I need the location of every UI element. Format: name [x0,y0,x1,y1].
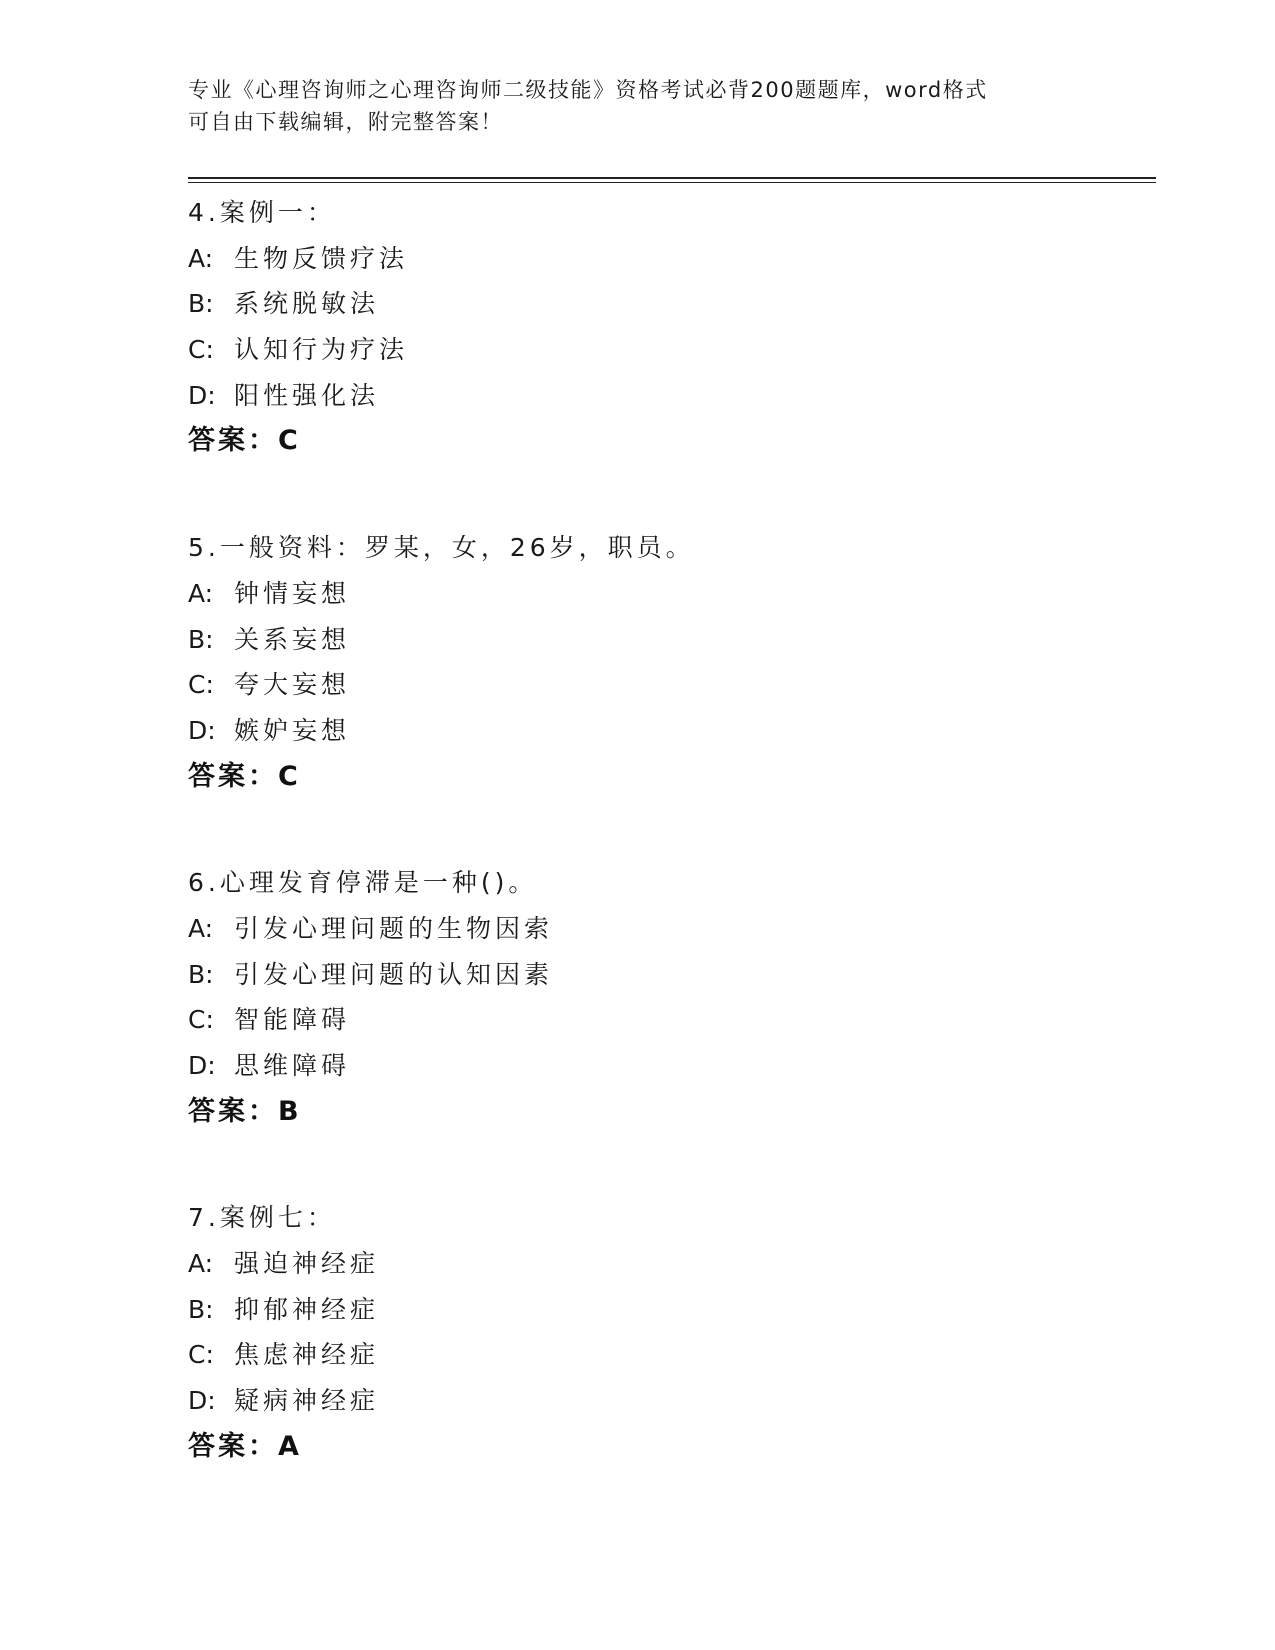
option-text: 抑郁神经症 [234,1294,380,1324]
option-letter: B: [188,624,214,654]
question-item [188,190,1156,464]
option-letter: C: [188,1005,214,1035]
option-c [188,662,1156,708]
option-letter: D: [188,1051,216,1080]
header-line-2: 可自由下载编辑，附完整答案！ [188,110,503,134]
option-b [188,1287,1156,1333]
option-text: 认知行为疗法 [234,335,409,365]
answer-line [188,1424,1156,1470]
option-text: 思维障碍 [234,1051,351,1080]
option-c [188,327,1156,373]
option-text: 生物反馈疗法 [234,243,409,273]
option-d [188,1378,1156,1424]
option-text: 引发心理问题的生物因索 [234,913,554,943]
option-b [188,617,1156,663]
answer-value: A [278,1430,300,1462]
question-title: 7.案例七： [188,1203,336,1233]
option-text: 引发心理问题的认知因素 [234,959,554,989]
option-text: 钟情妄想 [234,578,351,608]
option-letter: A: [188,243,214,273]
header-divider-thin [188,182,1156,183]
option-text: 疑病神经症 [234,1386,380,1416]
option-letter: C: [188,670,214,700]
option-letter: D: [188,380,216,410]
option-text: 强迫神经症 [234,1249,380,1279]
answer-value: C [278,425,299,457]
option-a [188,906,1156,952]
option-letter: A: [188,913,214,943]
question-item [188,860,1156,1134]
answer-line [188,1089,1156,1135]
question-title: 5.一般资料：罗某，女，26岁，职员。 [188,533,695,563]
option-b [188,952,1156,998]
question-title: 4.案例一： [188,198,336,227]
header-divider-thick [188,177,1156,179]
option-letter: C: [188,335,214,365]
option-a [188,571,1156,617]
question-item [188,525,1156,799]
option-d [188,1043,1156,1089]
answer-label: 答案： [188,1430,278,1462]
answer-label: 答案： [188,425,278,457]
option-d [188,708,1156,754]
option-letter: B: [188,959,214,989]
answer-label: 答案： [188,760,278,792]
question-list [188,190,1156,1531]
option-b [188,281,1156,327]
option-text: 焦虑神经症 [234,1340,380,1370]
option-text: 夸大妄想 [234,670,351,700]
option-letter: A: [188,1249,214,1279]
option-text: 智能障碍 [234,1005,351,1035]
option-letter: D: [188,1386,216,1416]
option-letter: D: [188,715,216,745]
option-a [188,1241,1156,1287]
document-header [188,74,1088,138]
option-text: 嫉妒妄想 [234,715,351,745]
option-letter: C: [188,1340,214,1370]
option-text: 系统脱敏法 [234,289,380,319]
question-title: 6.心理发育停滞是一种()。 [188,868,538,898]
option-a [188,236,1156,282]
answer-value: C [278,760,299,792]
question-item [188,1195,1156,1469]
header-line-1: 专业《心理咨询师之心理咨询师二级技能》资格考试必背200题题库，word格式 [188,78,988,102]
option-letter: B: [188,289,214,319]
option-text: 阳性强化法 [234,380,380,410]
answer-line [188,754,1156,800]
option-c [188,1332,1156,1378]
answer-label: 答案： [188,1095,278,1127]
option-letter: A: [188,578,214,608]
option-letter: B: [188,1294,214,1324]
answer-line [188,418,1156,464]
option-d [188,373,1156,419]
option-c [188,997,1156,1043]
answer-value: B [278,1095,300,1127]
option-text: 关系妄想 [234,624,351,654]
